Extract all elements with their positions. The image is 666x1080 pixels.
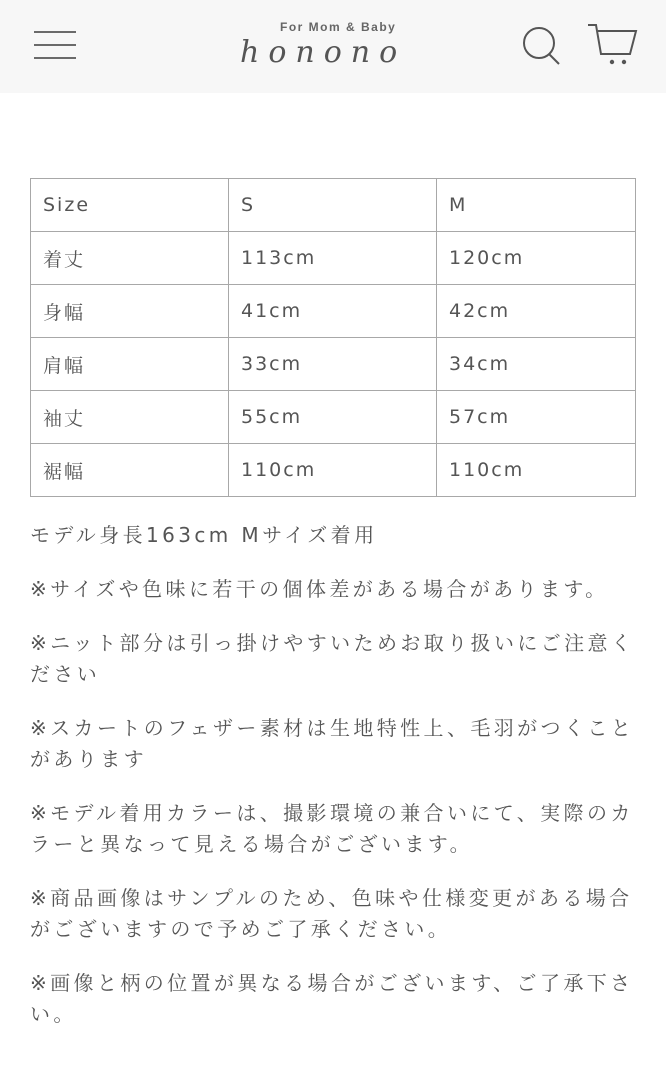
table-cell: 55cm bbox=[229, 391, 437, 444]
note: ※画像と柄の位置が異なる場合がございます、ご了承下さい。 bbox=[30, 971, 634, 1026]
table-cell: 41cm bbox=[229, 285, 437, 338]
table-row bbox=[31, 391, 636, 444]
table-cell: 110cm bbox=[229, 444, 437, 497]
size-table bbox=[30, 178, 636, 497]
note: ※スカートのフェザー素材は生地特性上、毛羽がつくことがあります bbox=[30, 716, 635, 771]
note: ※ニット部分は引っ掛けやすいためお取り扱いにご注意ください bbox=[30, 631, 635, 686]
note: ※商品画像はサンプルのため、色味や仕様変更がある場合がございますので予めご了承ください。 bbox=[30, 886, 633, 941]
search-icon[interactable] bbox=[520, 24, 562, 66]
table-cell: 42cm bbox=[437, 285, 636, 338]
table-cell: 34cm bbox=[437, 338, 636, 391]
header-cell: S bbox=[229, 179, 437, 232]
table-row bbox=[31, 338, 636, 391]
table-header-row bbox=[31, 179, 636, 232]
table-row bbox=[31, 285, 636, 338]
table-cell: 57cm bbox=[437, 391, 636, 444]
model-note: モデル身長163cm Mサイズ着用 bbox=[30, 523, 378, 547]
table-cell: 33cm bbox=[229, 338, 437, 391]
logo-tagline: For Mom & Baby bbox=[280, 20, 397, 34]
table-cell: 裾幅 bbox=[31, 444, 229, 497]
header-cell: Size bbox=[31, 179, 229, 232]
logo-name: honono bbox=[240, 35, 407, 70]
header-cell: M bbox=[437, 179, 636, 232]
table-cell: 120cm bbox=[437, 232, 636, 285]
table-row bbox=[31, 232, 636, 285]
menu-icon[interactable] bbox=[34, 28, 76, 60]
table-cell: 肩幅 bbox=[31, 338, 229, 391]
table-cell: 身幅 bbox=[31, 285, 229, 338]
cart-icon[interactable] bbox=[586, 22, 638, 66]
table-cell: 113cm bbox=[229, 232, 437, 285]
logo[interactable] bbox=[235, 20, 435, 70]
table-cell: 110cm bbox=[437, 444, 636, 497]
product-notes bbox=[30, 520, 642, 1053]
table-row bbox=[31, 444, 636, 497]
note: ※モデル着用カラーは、撮影環境の兼合いにて、実際のカラーと異なって見える場合がございます。 bbox=[30, 801, 634, 856]
table-cell: 袖丈 bbox=[31, 391, 229, 444]
note: ※サイズや色味に若干の個体差がある場合があります。 bbox=[30, 577, 609, 601]
site-header bbox=[0, 0, 666, 93]
table-cell: 着丈 bbox=[31, 232, 229, 285]
